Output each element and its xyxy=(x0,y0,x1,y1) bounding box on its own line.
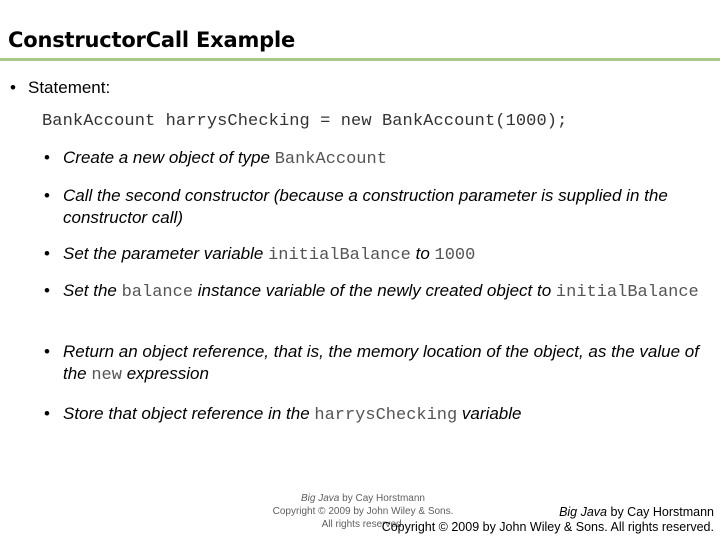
footer-author: by Cay Horstmann xyxy=(607,505,714,519)
code-term: balance xyxy=(121,283,194,302)
code-term: 1000 xyxy=(434,246,476,265)
statement-item xyxy=(10,78,110,98)
footer-small-book: Big Java xyxy=(301,493,340,504)
code-term: harrysChecking xyxy=(314,406,458,425)
bullet-item xyxy=(44,280,704,304)
bullet-text-segment: Store that object reference in the xyxy=(63,404,315,423)
bullet-text xyxy=(63,147,704,171)
code-statement: BankAccount harrysChecking = new BankAccount(1000); xyxy=(42,112,568,131)
title-underline xyxy=(0,58,720,61)
bullet-text-segment: Call the second constructor (because a construction parameter is supplied in the constructor call) xyxy=(63,186,668,227)
bullet-text-segment: instance variable of the newly created object to xyxy=(193,281,556,300)
bullet-text-segment: variable xyxy=(457,404,522,423)
bullet-dot: • xyxy=(44,281,50,300)
bullet-text-segment: expression xyxy=(121,364,209,383)
bullet-text xyxy=(63,280,704,304)
footer-line1 xyxy=(382,505,714,520)
footer-small-copyright: Copyright © 2009 by John Wiley & Sons. xyxy=(272,506,454,517)
bullet-text xyxy=(63,341,704,387)
footer-credit xyxy=(382,505,714,534)
footer-small-author: by Cay Horstmann xyxy=(339,493,425,504)
bullet-dot: • xyxy=(10,78,16,97)
bullet-item xyxy=(44,147,704,171)
bullet-item xyxy=(44,403,704,427)
bullet-item xyxy=(44,341,704,387)
bullet-dot: • xyxy=(44,148,50,167)
bullet-dot: • xyxy=(44,404,50,423)
bullet-text-segment: Set the xyxy=(63,281,122,300)
statement-label: Statement: xyxy=(28,78,111,97)
footer-small-rights: All rights reserved. xyxy=(321,519,405,530)
bullet-dot: • xyxy=(44,244,50,263)
slide-title: ConstructorCall Example xyxy=(8,28,296,52)
code-term: initialBalance xyxy=(268,246,411,265)
bullet-item xyxy=(44,243,704,267)
bullet-text-segment: Create a new object of type xyxy=(63,148,275,167)
bullet-dot: • xyxy=(44,342,50,361)
bullet-text xyxy=(63,243,704,267)
bullet-item xyxy=(44,185,704,229)
footer-copyright: Copyright © 2009 by John Wiley & Sons. All rights reserved. xyxy=(381,519,714,534)
bullet-text-segment: Return an object reference, that is, the memory location of the object, as the value of the xyxy=(63,342,699,383)
bullet-dot: • xyxy=(44,186,50,205)
bullet-text xyxy=(63,403,704,427)
bullet-text-segment: Set the parameter variable xyxy=(63,244,269,263)
code-term: BankAccount xyxy=(274,150,387,169)
bullet-text xyxy=(63,185,704,229)
code-term: new xyxy=(91,366,122,385)
bullet-text-segment: to xyxy=(410,244,435,263)
footer-book: Big Java xyxy=(559,505,608,519)
footer-small-line1 xyxy=(258,492,468,505)
code-term: initialBalance xyxy=(555,283,699,302)
